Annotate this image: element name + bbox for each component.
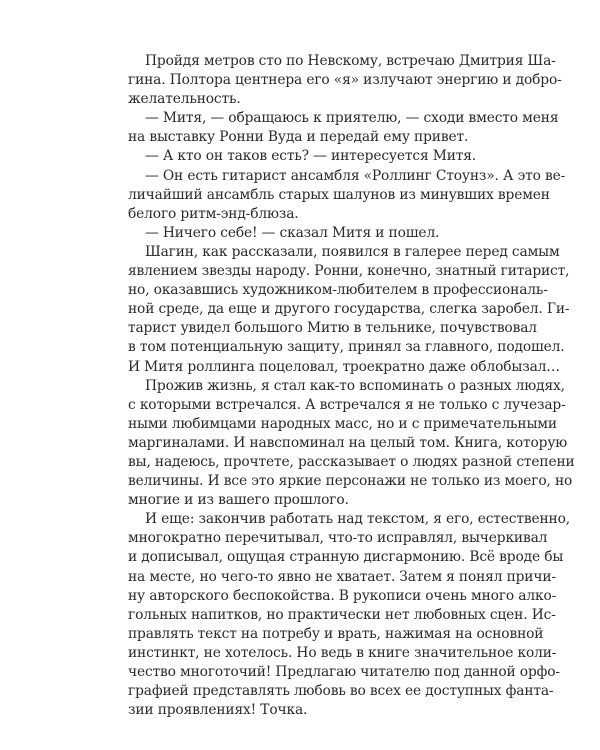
text-line: И еще: закончив работать над текстом, я его, естественно,: [145, 511, 570, 528]
text-line: И Митя роллинга поцеловал, троекратно даже облобызал…: [128, 358, 560, 375]
paragraph-7: [128, 377, 600, 511]
text-line: — А кто он таков есть? — интересуется Митя.: [145, 148, 477, 165]
text-line: тарист увидел большого Митю в тельнике, почувствовал: [128, 320, 537, 337]
paragraph-1: [128, 52, 600, 109]
text-line: на выставку Ронни Вуда и передай ему привет.: [128, 129, 469, 146]
text-line: зии проявлениях! Точка.: [128, 702, 308, 719]
paragraph-4: [128, 167, 600, 224]
text-line: инстинкт, не хотелось. Но ведь в книге значительное коли-: [128, 644, 557, 661]
text-line: гольных напитков, но практически нет любовных сцен. Ис-: [128, 606, 556, 623]
text-line: желательность.: [128, 91, 241, 108]
text-line: графией представлять любовь во всех ее доступных фанта-: [128, 683, 554, 700]
text-line: — Митя, — обращаюсь к приятелю, — сходи вместо меня: [145, 110, 559, 127]
text-line: многократно перечитывал, что-то исправлял, вычеркивал: [128, 530, 548, 547]
text-line: ными любимцами народных масс, но и с примечательными: [128, 415, 557, 432]
text-line: с которыми встречался. А встречался я не только с лучезар-: [128, 396, 566, 413]
text-line: величины. И все это яркие персонажи не только из моего, но: [128, 473, 573, 490]
text-line: правлять текст на потребу и врать, нажимая на основной: [128, 625, 544, 642]
text-line: и дописывал, ощущая странную дисгармонию. Всё вроде бы: [128, 549, 564, 566]
paragraph-2: [128, 109, 600, 147]
text-line: чество многоточий! Предлагаю читателю под данной орфо-: [128, 664, 560, 680]
text-line: — Ничего себе! — сказал Митя и пошел.: [145, 224, 440, 241]
text-line: Пройдя метров сто по Невскому, встречаю Дмитрия Ша-: [145, 53, 556, 69]
text-line: многие и из вашего прошлого.: [128, 492, 349, 509]
text-line: маргиналами. И навспоминал на целый том. Книга, которую: [128, 434, 568, 451]
text-line: но, оказавшись художником-любителем в профессиональ-: [128, 282, 548, 299]
paragraph-6: [128, 243, 600, 377]
text-line: явлением звезды народу. Ронни, конечно, знатный гитарист,: [128, 263, 570, 280]
paragraph-8: [128, 510, 600, 720]
text-line: — Он есть гитарист ансамбля «Роллинг Стоунз». А это ве-: [145, 167, 566, 184]
text-line: личайший ансамбль старых шалунов из минувших времен: [128, 186, 550, 203]
text-line: гина. Полтора центнера его «я» излучают энергию и добро-: [128, 72, 562, 89]
text-line: ной среде, да еще и другого государства, слегка заробел. Ги-: [128, 301, 570, 318]
paragraph-5: [128, 224, 600, 243]
text-line: белого ритм-энд-блюза.: [128, 205, 299, 222]
text-line: Шагин, как рассказали, появился в галерее перед самым: [145, 243, 560, 260]
text-line: в том потенциальную защиту, принял за главного, подошел.: [128, 339, 565, 356]
paragraph-3: [128, 147, 600, 166]
text-line: вы, надеюсь, прочтете, рассказывает о людях разной степени: [128, 453, 575, 470]
text-line: ну авторского беспокойства. В рукописи очень много алко-: [128, 587, 557, 604]
text-line: на месте, но чего-то явно не хватает. Затем я понял причи-: [128, 568, 556, 585]
text-line: Прожив жизнь, я стал как-то вспоминать о разных людях,: [145, 377, 565, 394]
